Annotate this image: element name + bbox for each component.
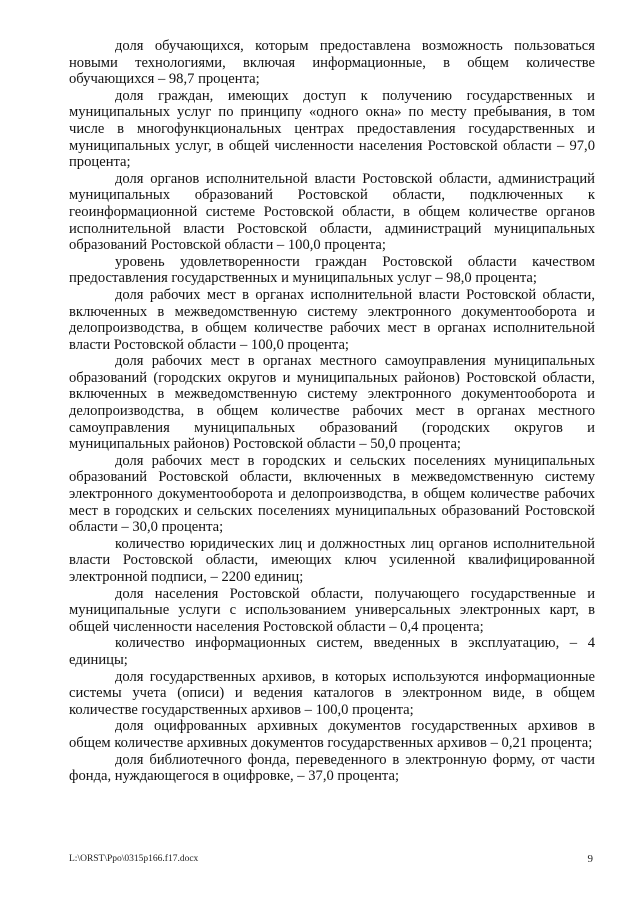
paragraph-9: доля населения Ростовской области, получающего государственные и муниципальные услуги с использованием универсальных электронных карт, в общей численности населения Ростовской области – 0,4 процента; bbox=[69, 585, 595, 635]
paragraph-1: доля обучающихся, которым предоставлена возможность пользоваться новыми технологиями, включая информационные, в общем количестве обучающихся – 98,7 процента; bbox=[69, 38, 595, 88]
footer-page-number: 9 bbox=[587, 853, 593, 865]
paragraph-8: количество юридических лиц и должностных лиц органов исполнительной власти Ростовской области, имеющих ключ усиленной квалифицированной электронной подписи, – 2200 единиц; bbox=[69, 535, 595, 585]
paragraph-4: уровень удовлетворенности граждан Ростовской области качеством предоставления государственных и муниципальных услуг – 98,0 процента; bbox=[69, 253, 595, 287]
paragraph-3: доля органов исполнительной власти Ростовской области, администраций муниципальных образований Ростовской области, подключенных к геоинформационной системе Ростовской области, в общем количестве органов исполнительной власти Ростовской области, администраций муниципальных образований Ростовской области – 100,0 процента; bbox=[69, 170, 595, 254]
paragraph-11: доля государственных архивов, в которых используются информационные системы учета (описи) и ведения каталогов в электронном виде, в общем количестве государственных архивов – 100,0 процента; bbox=[69, 668, 595, 718]
paragraph-2: доля граждан, имеющих доступ к получению государственных и муниципальных услуг по принципу «одного окна» по месту пребывания, в том числе в многофункциональных центрах предоставления государственных и муниципальных услуг, в общей численности населения Ростовской области – 97,0 процента; bbox=[69, 87, 595, 171]
paragraph-6: доля рабочих мест в органах местного самоуправления муниципальных образований (городских округов и муниципальных районов) Ростовской области, включенных в межведомственную систему электронного документооборота и делопроизводства, в общем количестве рабочих мест в органах местного самоуправления муниципальных образований (городских округов и муниципальных районов) Ростовской области – 50,0 процента; bbox=[69, 353, 595, 453]
document-body bbox=[69, 38, 595, 785]
paragraph-7: доля рабочих мест в городских и сельских поселениях муниципальных образований Ростовской области, включенных в межведомственную систему электронного документооборота и делопроизводства, в общем количестве рабочих мест в городских и сельских поселениях муниципальных образований Ростовской области – 30,0 процента; bbox=[69, 452, 595, 536]
paragraph-5: доля рабочих мест в органах исполнительной власти Ростовской области, включенных в межведомственную систему электронного документооборота и делопроизводства, в общем количестве рабочих мест в органах исполнительной власти Ростовской области – 100,0 процента; bbox=[69, 286, 595, 353]
footer-file-path: L:\ORST\Ppo\0315p166.f17.docx bbox=[69, 854, 199, 864]
paragraph-10: количество информационных систем, введенных в эксплуатацию, – 4 единицы; bbox=[69, 635, 595, 668]
paragraph-13: доля библиотечного фонда, переведенного в электронную форму, от части фонда, нуждающегося в оцифровке, – 37,0 процента; bbox=[69, 751, 595, 785]
paragraph-12: доля оцифрованных архивных документов государственных архивов в общем количестве архивных документов государственных архивов – 0,21 процента; bbox=[69, 718, 595, 751]
